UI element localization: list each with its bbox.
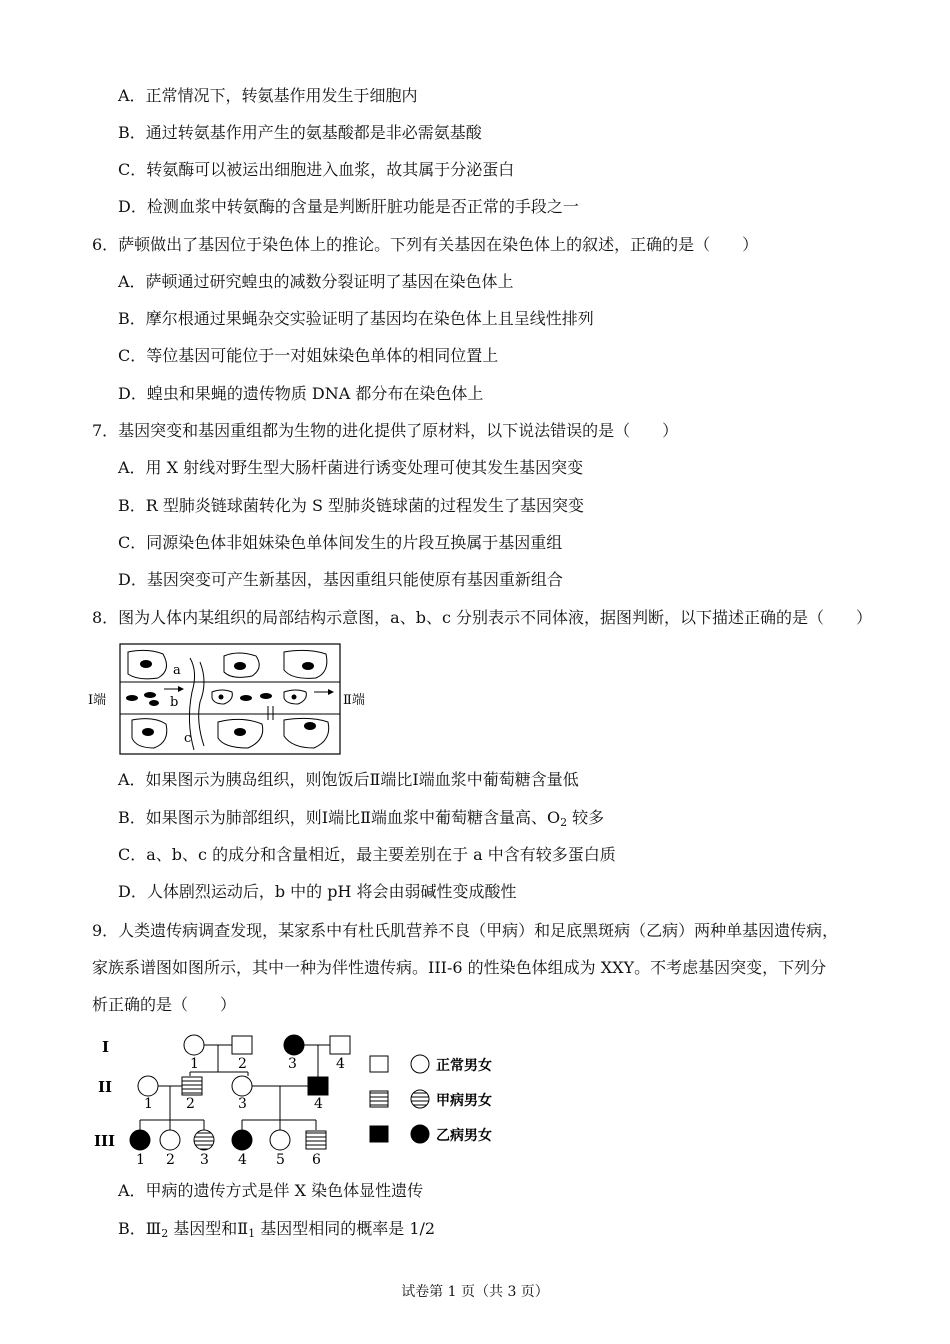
q8-option-b [118,807,604,834]
q9-stem-line1: 9．人类遗传病调查发现，某家系中有杜氏肌营养不良（甲病）和足底黑斑病（乙病）两种单基因遗传病， [92,921,839,940]
q9-option-b-sub2: 1 [248,1227,256,1240]
q9-option-b [118,1218,435,1245]
legend-disease-b: 乙病男女 [436,1128,492,1144]
id-I4: 4 [336,1056,345,1072]
id-II4: 4 [314,1096,323,1112]
q9-option-b-text: B．Ⅲ [118,1219,162,1238]
label-a: a [173,663,181,678]
q5-option-b: B．通过转氨基作用产生的氨基酸都是非必需氨基酸 [118,123,482,142]
q6-option-d: D．蝗虫和果蝇的遗传物质 DNA 都分布在染色体上 [118,384,484,403]
id-III5: 5 [276,1152,285,1168]
q6-stem: 6．萨顿做出了基因位于染色体上的推论。下列有关基因在染色体上的叙述，正确的是（ ） [92,235,759,254]
label-c: c [184,731,192,746]
id-I3: 3 [288,1056,297,1072]
id-II3: 3 [238,1096,247,1112]
q9-option-b-sub1: 2 [161,1227,169,1240]
label-b: b [170,695,179,710]
id-III6: 6 [312,1152,321,1168]
legend-normal: 正常男女 [436,1058,492,1074]
pedigree-chart [90,1028,530,1168]
id-II1: 1 [144,1096,153,1112]
q6-option-a: A．萨顿通过研究蝗虫的减数分裂证明了基因在染色体上 [118,272,514,291]
id-I2: 2 [238,1056,247,1072]
id-II2: 2 [186,1096,195,1112]
q8-option-d: D．人体剧烈运动后，b 中的 pH 将会由弱碱性变成酸性 [118,882,517,901]
right-end-label: Ⅱ端 [343,693,365,708]
q8-option-a: A．如果图示为胰岛组织，则饱饭后Ⅱ端比Ⅰ端血浆中葡萄糖含量低 [118,770,579,789]
q9-option-a: A．甲病的遗传方式是伴 X 染色体显性遗传 [118,1181,424,1200]
gen-label-3: III [94,1132,116,1150]
q8-option-b-text: B．如果图示为肺部组织，则Ⅰ端比Ⅱ端血浆中葡萄糖含量高、O [118,808,561,827]
id-III1: 1 [136,1152,145,1168]
q6-option-b: B．摩尔根通过果蝇杂交实验证明了基因均在染色体上且呈线性排列 [118,309,594,328]
gen-label-2: II [98,1078,113,1096]
tissue-diagram [88,642,378,758]
q7-stem: 7．基因突变和基因重组都为生物的进化提供了原材料，以下说法错误的是（ ） [92,421,679,440]
q5-option-d: D．检测血浆中转氨酶的含量是判断肝脏功能是否正常的手段之一 [118,197,579,216]
q7-option-d: D．基因突变可产生新基因，基因重组只能使原有基因重新组合 [118,570,563,589]
q9-stem-line2: 家族系谱图如图所示，其中一种为伴性遗传病。III-6 的性染色体组成为 XXY。不考虑基因突变，下列分 [92,958,827,977]
q7-option-c: C．同源染色体非姐妹染色单体间发生的片段互换属于基因重组 [118,533,563,552]
left-end-label: Ⅰ端 [88,693,107,708]
q8-stem: 8．图为人体内某组织的局部结构示意图，a、b、c 分别表示不同体液，据图判断，以下描述正确的是（ ） [92,608,873,627]
q9-option-b-tail: 基因型相同的概率是 1/2 [255,1219,436,1238]
q5-option-a: A．正常情况下，转氨基作用发生于细胞内 [118,86,418,105]
q6-option-c: C．等位基因可能位于一对姐妹染色单体的相同位置上 [118,346,499,365]
id-III3: 3 [200,1152,209,1168]
q8-option-c: C．a、b、c 的成分和含量相近，最主要差别在于 a 中含有较多蛋白质 [118,845,616,864]
id-III2: 2 [166,1152,175,1168]
gen-label-1: I [102,1038,110,1056]
id-III4: 4 [238,1152,247,1168]
q5-option-c: C．转氨酶可以被运出细胞进入血浆，故其属于分泌蛋白 [118,160,515,179]
legend-disease-a: 甲病男女 [436,1093,492,1109]
q7-option-b: B．R 型肺炎链球菌转化为 S 型肺炎链球菌的过程发生了基因突变 [118,496,585,515]
q8-option-b-tail: 较多 [567,808,605,827]
q9-option-b-mid: 基因型和Ⅱ [168,1219,249,1238]
page-footer: 试卷第 1 页（共 3 页） [401,1284,549,1300]
q8-option-b-sub: 2 [560,816,568,829]
id-I1: 1 [190,1056,199,1072]
q7-option-a: A．用 X 射线对野生型大肠杆菌进行诱变处理可使其发生基因突变 [118,458,584,477]
q9-stem-line3: 析正确的是（ ） [92,995,237,1014]
